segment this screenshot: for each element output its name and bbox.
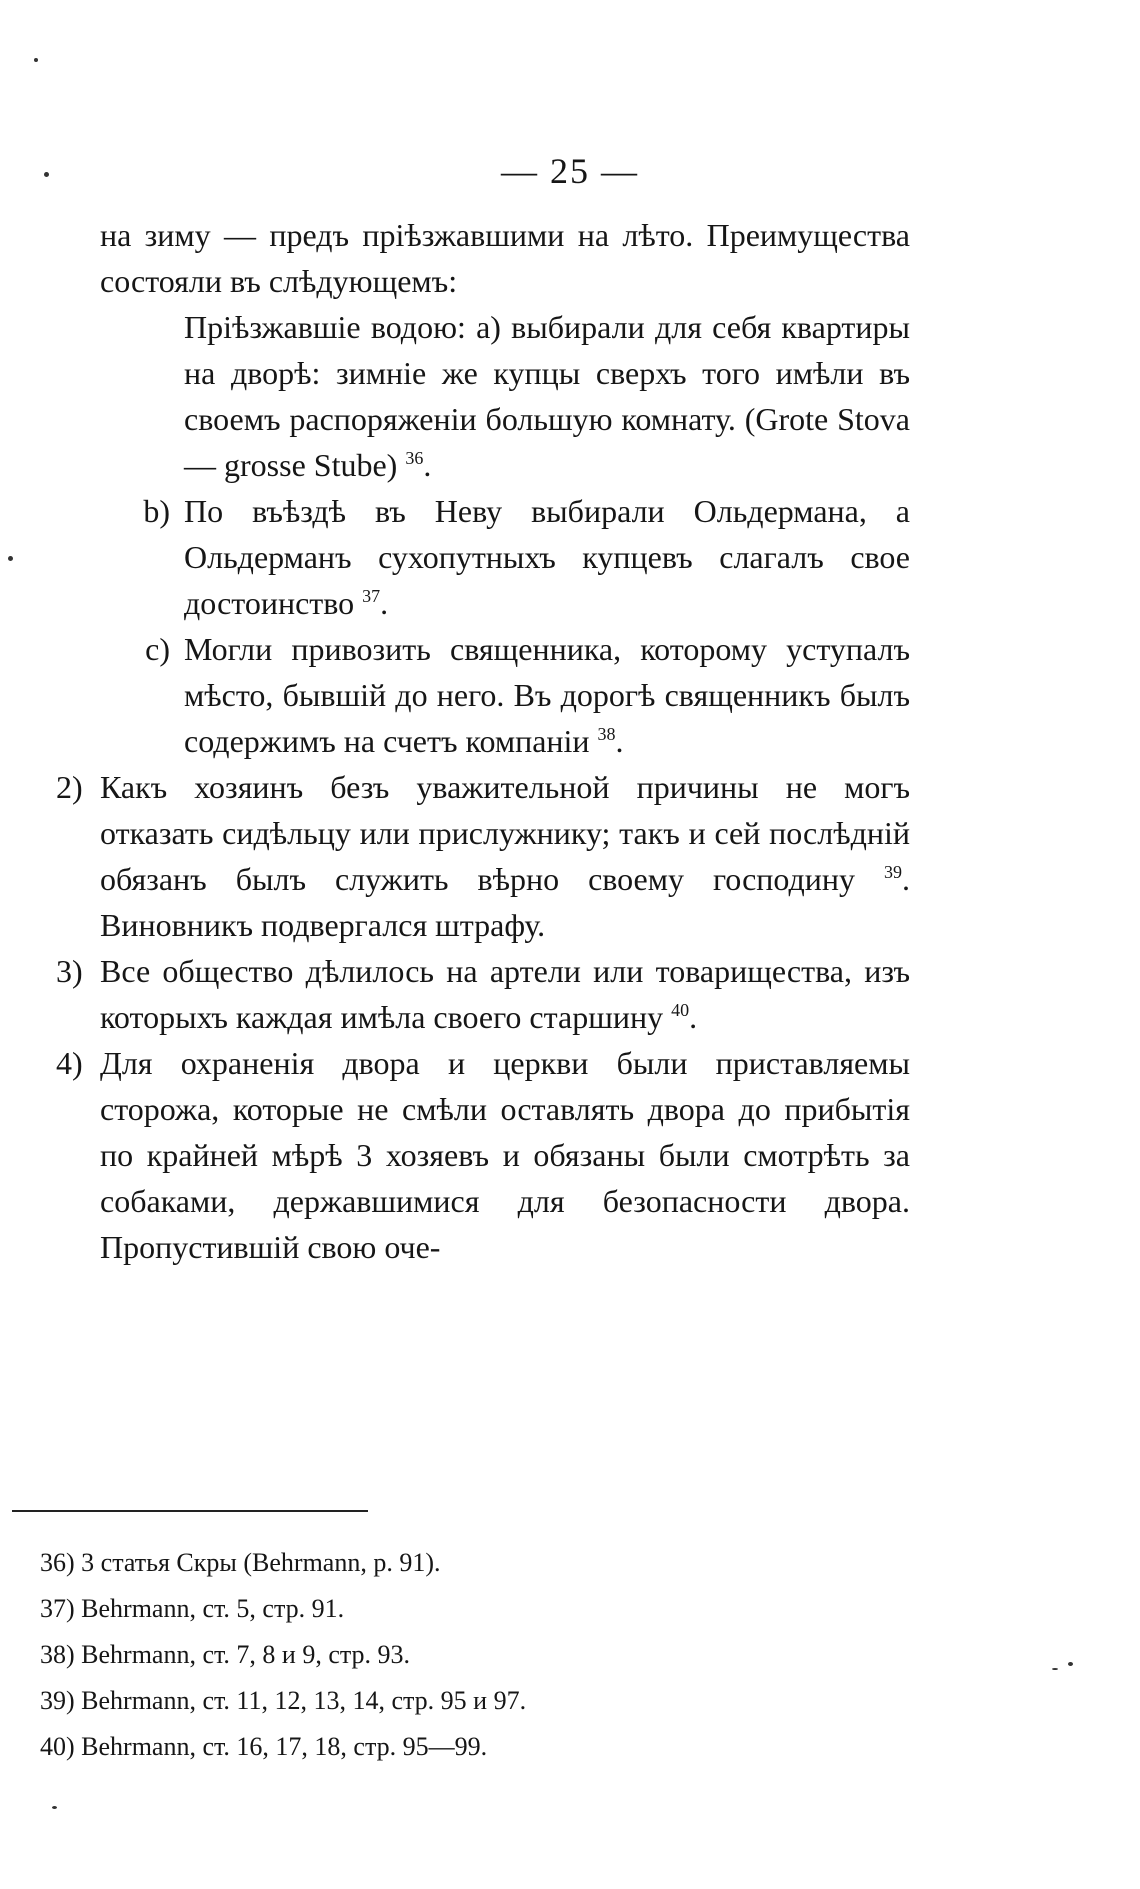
main-text <box>56 212 910 1270</box>
privilege-c-text: Могли привозить священника, которому уступалъ мѣсто, бывшій до него. Въ дорогѣ священникъ былъ содержимъ на счетъ компаніи <box>184 631 910 759</box>
privilege-c-label: c) <box>145 631 170 667</box>
footnote-ref-36[interactable]: 36 <box>405 448 424 468</box>
scan-speck <box>34 58 38 62</box>
rule-3 <box>56 948 910 1040</box>
page-number: — 25 — <box>501 151 639 191</box>
rule-3-end: . <box>689 999 698 1035</box>
scan-speck <box>1068 1662 1073 1666</box>
scan-speck <box>1052 1668 1058 1670</box>
rule-2-text-2: . Виновникъ подвергался штрафу. <box>100 861 910 943</box>
scan-speck <box>8 556 13 561</box>
footnote-37: 37) Behrmann, ст. 5, стр. 91. <box>40 1594 345 1623</box>
privilege-a-end: . <box>423 447 432 483</box>
footnote-38: 38) Behrmann, ст. 7, 8 и 9, стр. 93. <box>40 1640 411 1669</box>
privilege-a-text: Пріѣзжавшіе водою: а) выбирали для себя квартиры на дворѣ: зимніе же купцы сверхъ того имѣли въ своемъ распоряженіи большую комнату. (Grote Stova — grosse Stube) <box>184 309 910 483</box>
footnote-ref-38[interactable]: 38 <box>597 724 616 744</box>
scan-speck <box>44 172 49 177</box>
footnote-40: 40) Behrmann, ст. 16, 17, 18, стр. 95—99. <box>40 1732 488 1761</box>
footnote-ref-40[interactable]: 40 <box>671 1000 690 1020</box>
rule-4 <box>56 1040 910 1270</box>
rule-3-label: 3) <box>56 953 83 989</box>
intro-paragraph: на зиму — предъ пріѣзжавшими на лѣто. Преимущества состояли въ слѣдующемъ: <box>100 217 910 299</box>
footnote-36: 36) 3 статья Скры (Behrmann, p. 91). <box>40 1548 441 1577</box>
privilege-b-end: . <box>380 585 389 621</box>
privilege-c <box>100 626 910 764</box>
rule-2-text-1: Какъ хозяинъ безъ уважительной причины не могъ отказать сидѣльцу или прислужнику; такъ и сей послѣдній обязанъ былъ служить вѣрно своему господину <box>100 769 910 897</box>
privilege-c-end: . <box>615 723 624 759</box>
rule-4-label: 4) <box>56 1045 83 1081</box>
rule-2-label: 2) <box>56 769 83 805</box>
privilege-b <box>100 488 910 626</box>
rule-4-text: Для охраненія двора и церкви были приставляемы сторожа, которые не смѣли оставлять двора до прибытія по крайней мѣрѣ 3 хозяевъ и обязаны были смотрѣть за собаками, державшимися для безопасности двора. Пропустившій свою оче- <box>100 1045 910 1265</box>
privilege-b-label: b) <box>143 493 170 529</box>
footnotes <box>40 1540 940 1770</box>
rule-3-text: Все общество дѣлилось на артели или товарищества, изъ которыхъ каждая имѣла своего старшину <box>100 953 910 1035</box>
footnote-ref-39[interactable]: 39 <box>884 862 902 882</box>
footnote-39: 39) Behrmann, ст. 11, 12, 13, 14, стр. 95 и 97. <box>40 1686 527 1715</box>
footnote-ref-37[interactable]: 37 <box>362 586 381 606</box>
footnote-divider <box>12 1510 368 1512</box>
privilege-a <box>100 304 910 488</box>
rule-2 <box>56 764 910 948</box>
scan-speck <box>52 1806 57 1809</box>
privilege-b-text: По въѣздѣ въ Неву выбирали Ольдермана, а Ольдерманъ сухопутныхъ купцевъ слагалъ свое достоинство <box>184 493 910 621</box>
